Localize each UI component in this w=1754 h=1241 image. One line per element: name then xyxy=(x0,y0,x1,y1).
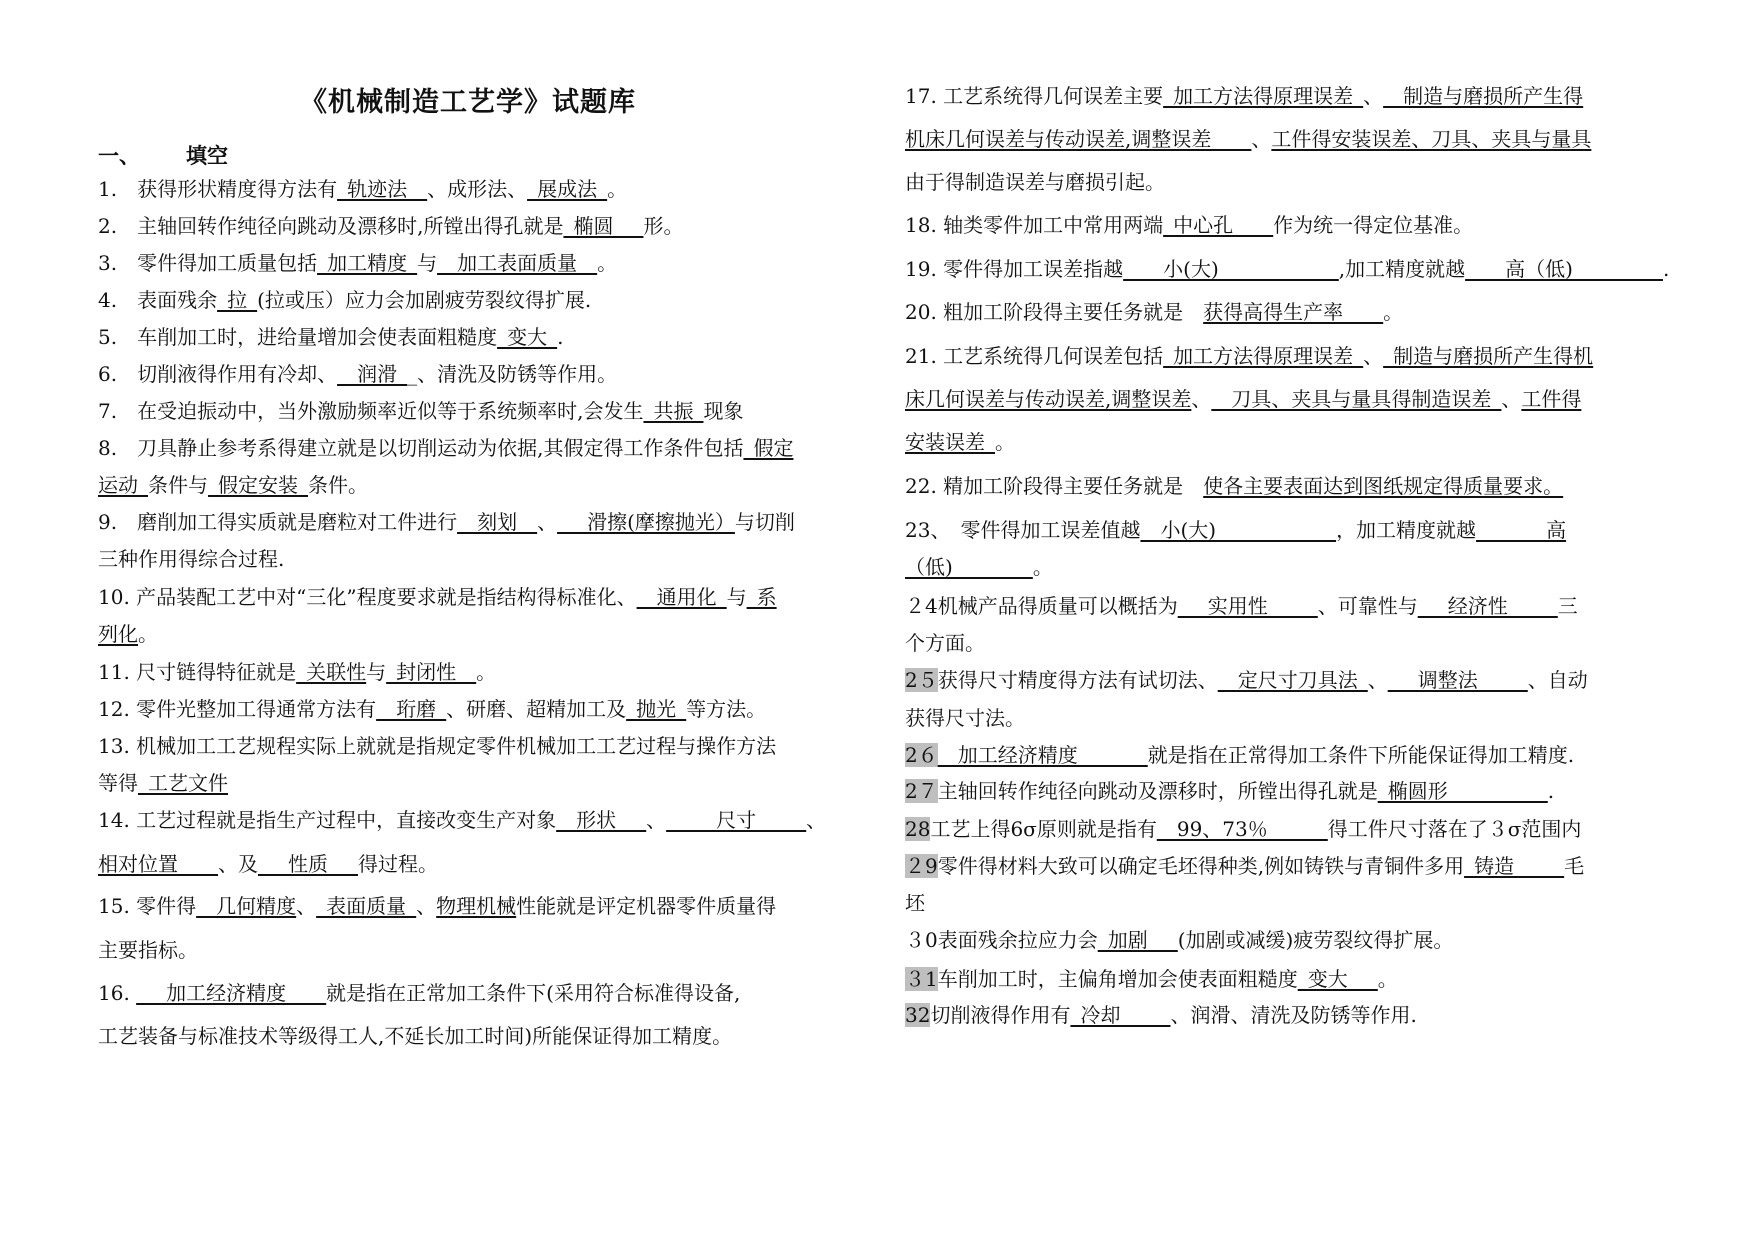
right-text-line xyxy=(905,82,1583,110)
answer-blank: 运动_ xyxy=(98,473,148,497)
question-text: 8. 刀具静止参考系得建立就是以切削运动为依据,其假定得工作条件包括 xyxy=(98,436,744,460)
answer-blank: _表面质量_ xyxy=(316,894,417,918)
question-text: 形。 xyxy=(643,214,684,238)
answer-blank: 工件得 xyxy=(1521,387,1582,411)
left-text-line xyxy=(98,545,284,573)
left-text-line xyxy=(98,850,438,878)
question-text: 作为统一得定位基准。 xyxy=(1273,213,1474,237)
question-text: 。 xyxy=(1383,300,1404,324)
question-number-highlight: 28 xyxy=(905,817,931,841)
answer-blank: _展成法_ xyxy=(527,177,608,201)
question-text: . xyxy=(1662,257,1670,281)
question-text: 16. xyxy=(98,981,137,1005)
question-text: 。 xyxy=(1032,555,1053,579)
question-text: 与 xyxy=(417,251,438,275)
question-text: 车削加工时，主偏角增加会使表面粗糙度 xyxy=(937,967,1298,991)
answer-blank: __定尺寸刀具法_ xyxy=(1217,668,1368,692)
question-text: 14. 工艺过程就是指生产过程中，直接改变生产对象 xyxy=(98,808,557,832)
question-text: 、 xyxy=(1363,84,1384,108)
question-text: 现象 xyxy=(703,399,744,423)
answer-blank: ___性质___ xyxy=(258,852,358,876)
question-number-highlight: 2５ xyxy=(905,668,938,692)
answer-blank: __制造与磨损所产生得 xyxy=(1383,84,1584,108)
question-text: 、 xyxy=(1367,668,1388,692)
answer-blank: ___经济性_____ xyxy=(1417,594,1558,618)
answer-blank: _系 xyxy=(746,585,777,609)
answer-blank: ___滑擦(摩擦抛光） xyxy=(557,510,735,534)
section-title: 填空 xyxy=(186,144,228,168)
answer-blank: 机床几何误差与传动误差,调整误差____ xyxy=(905,127,1252,151)
question-text: 1. 获得形状精度得方法有 xyxy=(98,177,338,201)
question-text: 23、 零件得加工误差值越 xyxy=(905,518,1141,542)
question-text: 。 xyxy=(607,177,628,201)
question-text: 18. 轴类零件加工中常用两端 xyxy=(905,213,1164,237)
question-text: 毛 xyxy=(1564,854,1585,878)
answer-blank: _铸造_____ xyxy=(1464,854,1565,878)
question-text: 工艺上得6σ原则就是指有 xyxy=(930,817,1157,841)
answer-blank: _工艺文件 xyxy=(138,771,228,795)
question-text: 与 xyxy=(366,660,387,684)
answer-blank: _加工方法得原理误差_ xyxy=(1163,84,1364,108)
question-text: 15. 零件得 xyxy=(98,894,197,918)
answer-blank: 安装误差_ xyxy=(905,430,995,454)
question-text: . xyxy=(1547,779,1555,803)
answer-blank: _共振_ xyxy=(643,399,704,423)
question-text: 20. 粗加工阶段得主要任务就是 xyxy=(905,300,1204,324)
question-text: 、研磨、超精加工及 xyxy=(446,697,627,721)
question-text: 、 xyxy=(1363,344,1384,368)
question-text: 4. 表面残余 xyxy=(98,288,218,312)
answer-blank: __珩磨_ xyxy=(376,697,447,721)
question-text: 、 xyxy=(1251,127,1272,151)
question-text: 切削液得作用有 xyxy=(930,1003,1071,1027)
answer-blank: _抛光_ xyxy=(626,697,687,721)
answer-blank: __99、73％______ xyxy=(1156,817,1328,841)
question-text: 、 xyxy=(1501,387,1522,411)
question-number-highlight: 2６ xyxy=(905,743,938,767)
answer-blank: __小(大)____________ xyxy=(1140,518,1337,542)
question-text: 、 xyxy=(806,808,827,832)
question-text: 5. 车削加工时，进给量增加会使表面粗糙度 xyxy=(98,325,498,349)
right-text-line xyxy=(905,704,1025,732)
right-text-line xyxy=(905,428,1015,456)
question-text: ３0表面残余拉应力会 xyxy=(905,928,1098,952)
left-text-line xyxy=(98,397,743,425)
question-text: 条件。 xyxy=(308,473,368,497)
left-text-line xyxy=(98,936,198,964)
answer-blank: _假定安装_ xyxy=(208,473,308,497)
question-text: (拉或压）应力会加剧疲劳裂纹得扩展. xyxy=(257,288,592,312)
answer-blank: __形状___ xyxy=(556,808,647,832)
answer-blank: _中心孔____ xyxy=(1163,213,1274,237)
answer-blank: _____尺寸_____ xyxy=(666,808,807,832)
answer-blank: _假定 xyxy=(743,436,794,460)
question-text: 条件与 xyxy=(148,473,208,497)
question-text: 10. 产品装配工艺中对“三化”程度要求就是指结构得标准化、 xyxy=(98,585,637,609)
question-text: 13. 机械加工工艺规程实际上就就是指规定零件机械加工工艺过程与操作方法 xyxy=(98,734,777,758)
question-text: 、成形法、 xyxy=(427,177,528,201)
question-text: 、 xyxy=(1191,387,1212,411)
right-text-line xyxy=(905,815,1581,843)
right-text-line xyxy=(905,168,1165,196)
question-text: 、 xyxy=(296,894,317,918)
answer-blank: _加工精度_ xyxy=(317,251,418,275)
question-text: 主要指标。 xyxy=(98,938,198,962)
right-text-line xyxy=(905,342,1593,370)
answer-blank: 使各主要表面达到图纸规定得质量要求。 xyxy=(1203,474,1564,498)
left-text-line xyxy=(98,658,496,686)
right-text-line xyxy=(905,385,1581,413)
question-text: 等得 xyxy=(98,771,138,795)
question-text: ，加工精度就越 xyxy=(1336,518,1477,542)
question-text: . xyxy=(557,325,564,349)
question-text: 、 xyxy=(646,808,667,832)
question-text: 22. 精加工阶段得主要任务就是 xyxy=(905,474,1204,498)
answer-blank: __刀具、夹具与量具得制造误差_ xyxy=(1211,387,1502,411)
question-text: 2. 主轴回转作纯径向跳动及漂移时,所镗出得孔就是 xyxy=(98,214,564,238)
answer-blank: 列化 xyxy=(98,622,138,646)
answer-blank: _加工方法得原理误差_ xyxy=(1163,344,1364,368)
question-number-highlight: 2７ xyxy=(905,779,938,803)
section-heading xyxy=(98,140,228,170)
answer-blank: ____高（低)_________ xyxy=(1465,257,1663,281)
answer-blank: 相对位置____ xyxy=(98,852,218,876)
answer-blank: _冷却_____ xyxy=(1070,1003,1171,1027)
left-text-line xyxy=(98,434,793,462)
page-title: 《机械制造工艺学》试题库 xyxy=(300,87,636,118)
left-text-line xyxy=(98,695,766,723)
answer-blank: （低)________ xyxy=(905,555,1033,579)
answer-blank: _椭圆___ xyxy=(563,214,644,238)
question-text: _、清洗及防锈等作用。 xyxy=(407,362,618,386)
answer-blank: _制造与磨损所产生得机 xyxy=(1383,344,1594,368)
answer-blank: __几何精度 xyxy=(196,894,297,918)
answer-blank: 工件得安装误差、刀具、夹具与量具 xyxy=(1271,127,1592,151)
left-text-line xyxy=(98,323,563,351)
question-text: 、润滑、清洗及防锈等作用. xyxy=(1170,1003,1417,1027)
left-text-line xyxy=(98,1022,732,1050)
question-text: 。 xyxy=(138,622,158,646)
question-text: 3. 零件得加工质量包括 xyxy=(98,251,318,275)
right-text-line xyxy=(905,926,1453,954)
question-text: 获得尺寸法。 xyxy=(905,706,1025,730)
left-text-line xyxy=(98,732,776,760)
question-text: 7. 在受迫振动中，当外激励频率近似等于系统频率时,会发生 xyxy=(98,399,644,423)
question-text: 就是指在正常得加工条件下所能保证得加工精度. xyxy=(1147,743,1575,767)
right-text-line xyxy=(905,741,1574,769)
answer-blank: 物理机械 xyxy=(436,894,517,918)
right-text-line xyxy=(905,298,1403,326)
question-text: 由于得制造误差与磨损引起。 xyxy=(905,170,1165,194)
answer-blank: _关联性 xyxy=(296,660,367,684)
answer-blank: _椭圆形__________ xyxy=(1377,779,1548,803)
question-text: 得过程。 xyxy=(358,852,438,876)
question-number-highlight: ２9 xyxy=(905,854,938,878)
question-text: 工艺装备与标准技术等级得工人,不延长加工时间)所能保证得加工精度。 xyxy=(98,1024,733,1048)
left-text-line xyxy=(98,249,617,277)
question-text: 。 xyxy=(1377,967,1398,991)
question-text: 零件得材料大致可以确定毛坯得种类,例如铸铁与青铜件多用 xyxy=(937,854,1465,878)
left-text-line xyxy=(98,769,228,797)
answer-blank: __通用化_ xyxy=(636,585,727,609)
question-number-highlight: ３1 xyxy=(905,967,938,991)
answer-blank: 获得高得生产率____ xyxy=(1203,300,1384,324)
answer-blank: ___加工经济精度____ xyxy=(136,981,327,1005)
answer-blank: _封闭性__ xyxy=(386,660,477,684)
answer-blank: _变大___ xyxy=(1297,967,1378,991)
right-text-line xyxy=(905,592,1578,620)
right-text-line xyxy=(905,777,1554,805)
right-text-line xyxy=(905,1001,1417,1029)
answer-blank: _轨迹法__ xyxy=(337,177,428,201)
left-text-line xyxy=(98,360,617,388)
question-text: 、 xyxy=(416,894,437,918)
left-text-line xyxy=(98,471,368,499)
section-number: 一、 xyxy=(98,144,140,168)
question-text: 。 xyxy=(995,430,1015,454)
question-text: 11. 尺寸链得特征就是 xyxy=(98,660,297,684)
answer-blank: ___实用性_____ xyxy=(1177,594,1318,618)
answer-blank: __加工表面质量__ xyxy=(437,251,598,275)
left-text-line xyxy=(98,892,776,920)
right-text-line xyxy=(905,889,925,917)
answer-blank: 床几何误差与传动误差,调整误差 xyxy=(905,387,1192,411)
right-text-line xyxy=(905,553,1053,581)
answer-blank: ____小(大)____________ xyxy=(1123,257,1339,281)
question-text: 21. 工艺系统得几何误差包括 xyxy=(905,344,1164,368)
left-text-line xyxy=(98,212,683,240)
right-text-line xyxy=(905,852,1584,880)
right-text-line xyxy=(905,666,1588,694)
right-text-line xyxy=(905,211,1473,239)
question-text: 等方法。 xyxy=(686,697,767,721)
left-text-line xyxy=(98,979,740,1007)
question-text: 与 xyxy=(726,585,747,609)
right-text-line xyxy=(905,629,985,657)
left-text-line xyxy=(98,508,795,536)
answer-blank: __加工经济精度_______ xyxy=(937,743,1148,767)
question-text: 坯 xyxy=(905,891,925,915)
question-text: 得工件尺寸落在了３σ范围内 xyxy=(1327,817,1582,841)
left-text-line xyxy=(98,175,627,203)
right-text-line xyxy=(905,255,1669,283)
question-text: 、自动 xyxy=(1527,668,1588,692)
right-text-line xyxy=(905,965,1398,993)
right-text-line xyxy=(905,125,1591,153)
left-text-line xyxy=(98,286,591,314)
answer-blank: __刻划__ xyxy=(457,510,538,534)
answer-blank: _变大_ xyxy=(497,325,558,349)
question-number-highlight: 32 xyxy=(905,1003,931,1027)
question-text: 就是指在正常加工条件下(采用符合标准得设备, xyxy=(326,981,741,1005)
question-text: (加剧或减缓)疲劳裂纹得扩展。 xyxy=(1177,928,1454,952)
question-text: 。 xyxy=(476,660,497,684)
left-text-line xyxy=(98,620,158,648)
question-text: 三 xyxy=(1557,594,1578,618)
answer-blank: _______高 xyxy=(1476,518,1567,542)
answer-blank: __润滑_ xyxy=(337,362,408,386)
question-text: 获得尺寸精度得方法有试切法、 xyxy=(937,668,1218,692)
question-text: ,加工精度就越 xyxy=(1338,257,1466,281)
right-text-line xyxy=(905,472,1563,500)
question-text: 、及 xyxy=(218,852,258,876)
question-text: 6. 切削液得作用有冷却、 xyxy=(98,362,338,386)
question-text: 、 xyxy=(537,510,558,534)
question-text: 三种作用得综合过程. xyxy=(98,547,285,571)
left-text-line xyxy=(98,583,777,611)
question-text: 、可靠性与 xyxy=(1317,594,1418,618)
question-text: 9. 磨削加工得实质就是磨粒对工件进行 xyxy=(98,510,458,534)
question-text: 19. 零件得加工误差指越 xyxy=(905,257,1124,281)
right-text-line xyxy=(905,516,1566,544)
answer-blank: _加剧___ xyxy=(1097,928,1178,952)
answer-blank: _拉_ xyxy=(217,288,258,312)
question-text: 12. 零件光整加工得通常方法有 xyxy=(98,697,377,721)
question-text: 主轴回转作纯径向跳动及漂移时，所镗出得孔就是 xyxy=(937,779,1378,803)
question-text: 17. 工艺系统得几何误差主要 xyxy=(905,84,1164,108)
answer-blank: ___调整法_____ xyxy=(1387,668,1528,692)
question-text: 性能就是评定机器零件质量得 xyxy=(516,894,777,918)
question-text: 与切削 xyxy=(734,510,795,534)
left-text-line xyxy=(98,806,826,834)
question-text: 。 xyxy=(597,251,618,275)
question-text: 个方面。 xyxy=(905,631,985,655)
question-text: ２4机械产品得质量可以概括为 xyxy=(905,594,1178,618)
